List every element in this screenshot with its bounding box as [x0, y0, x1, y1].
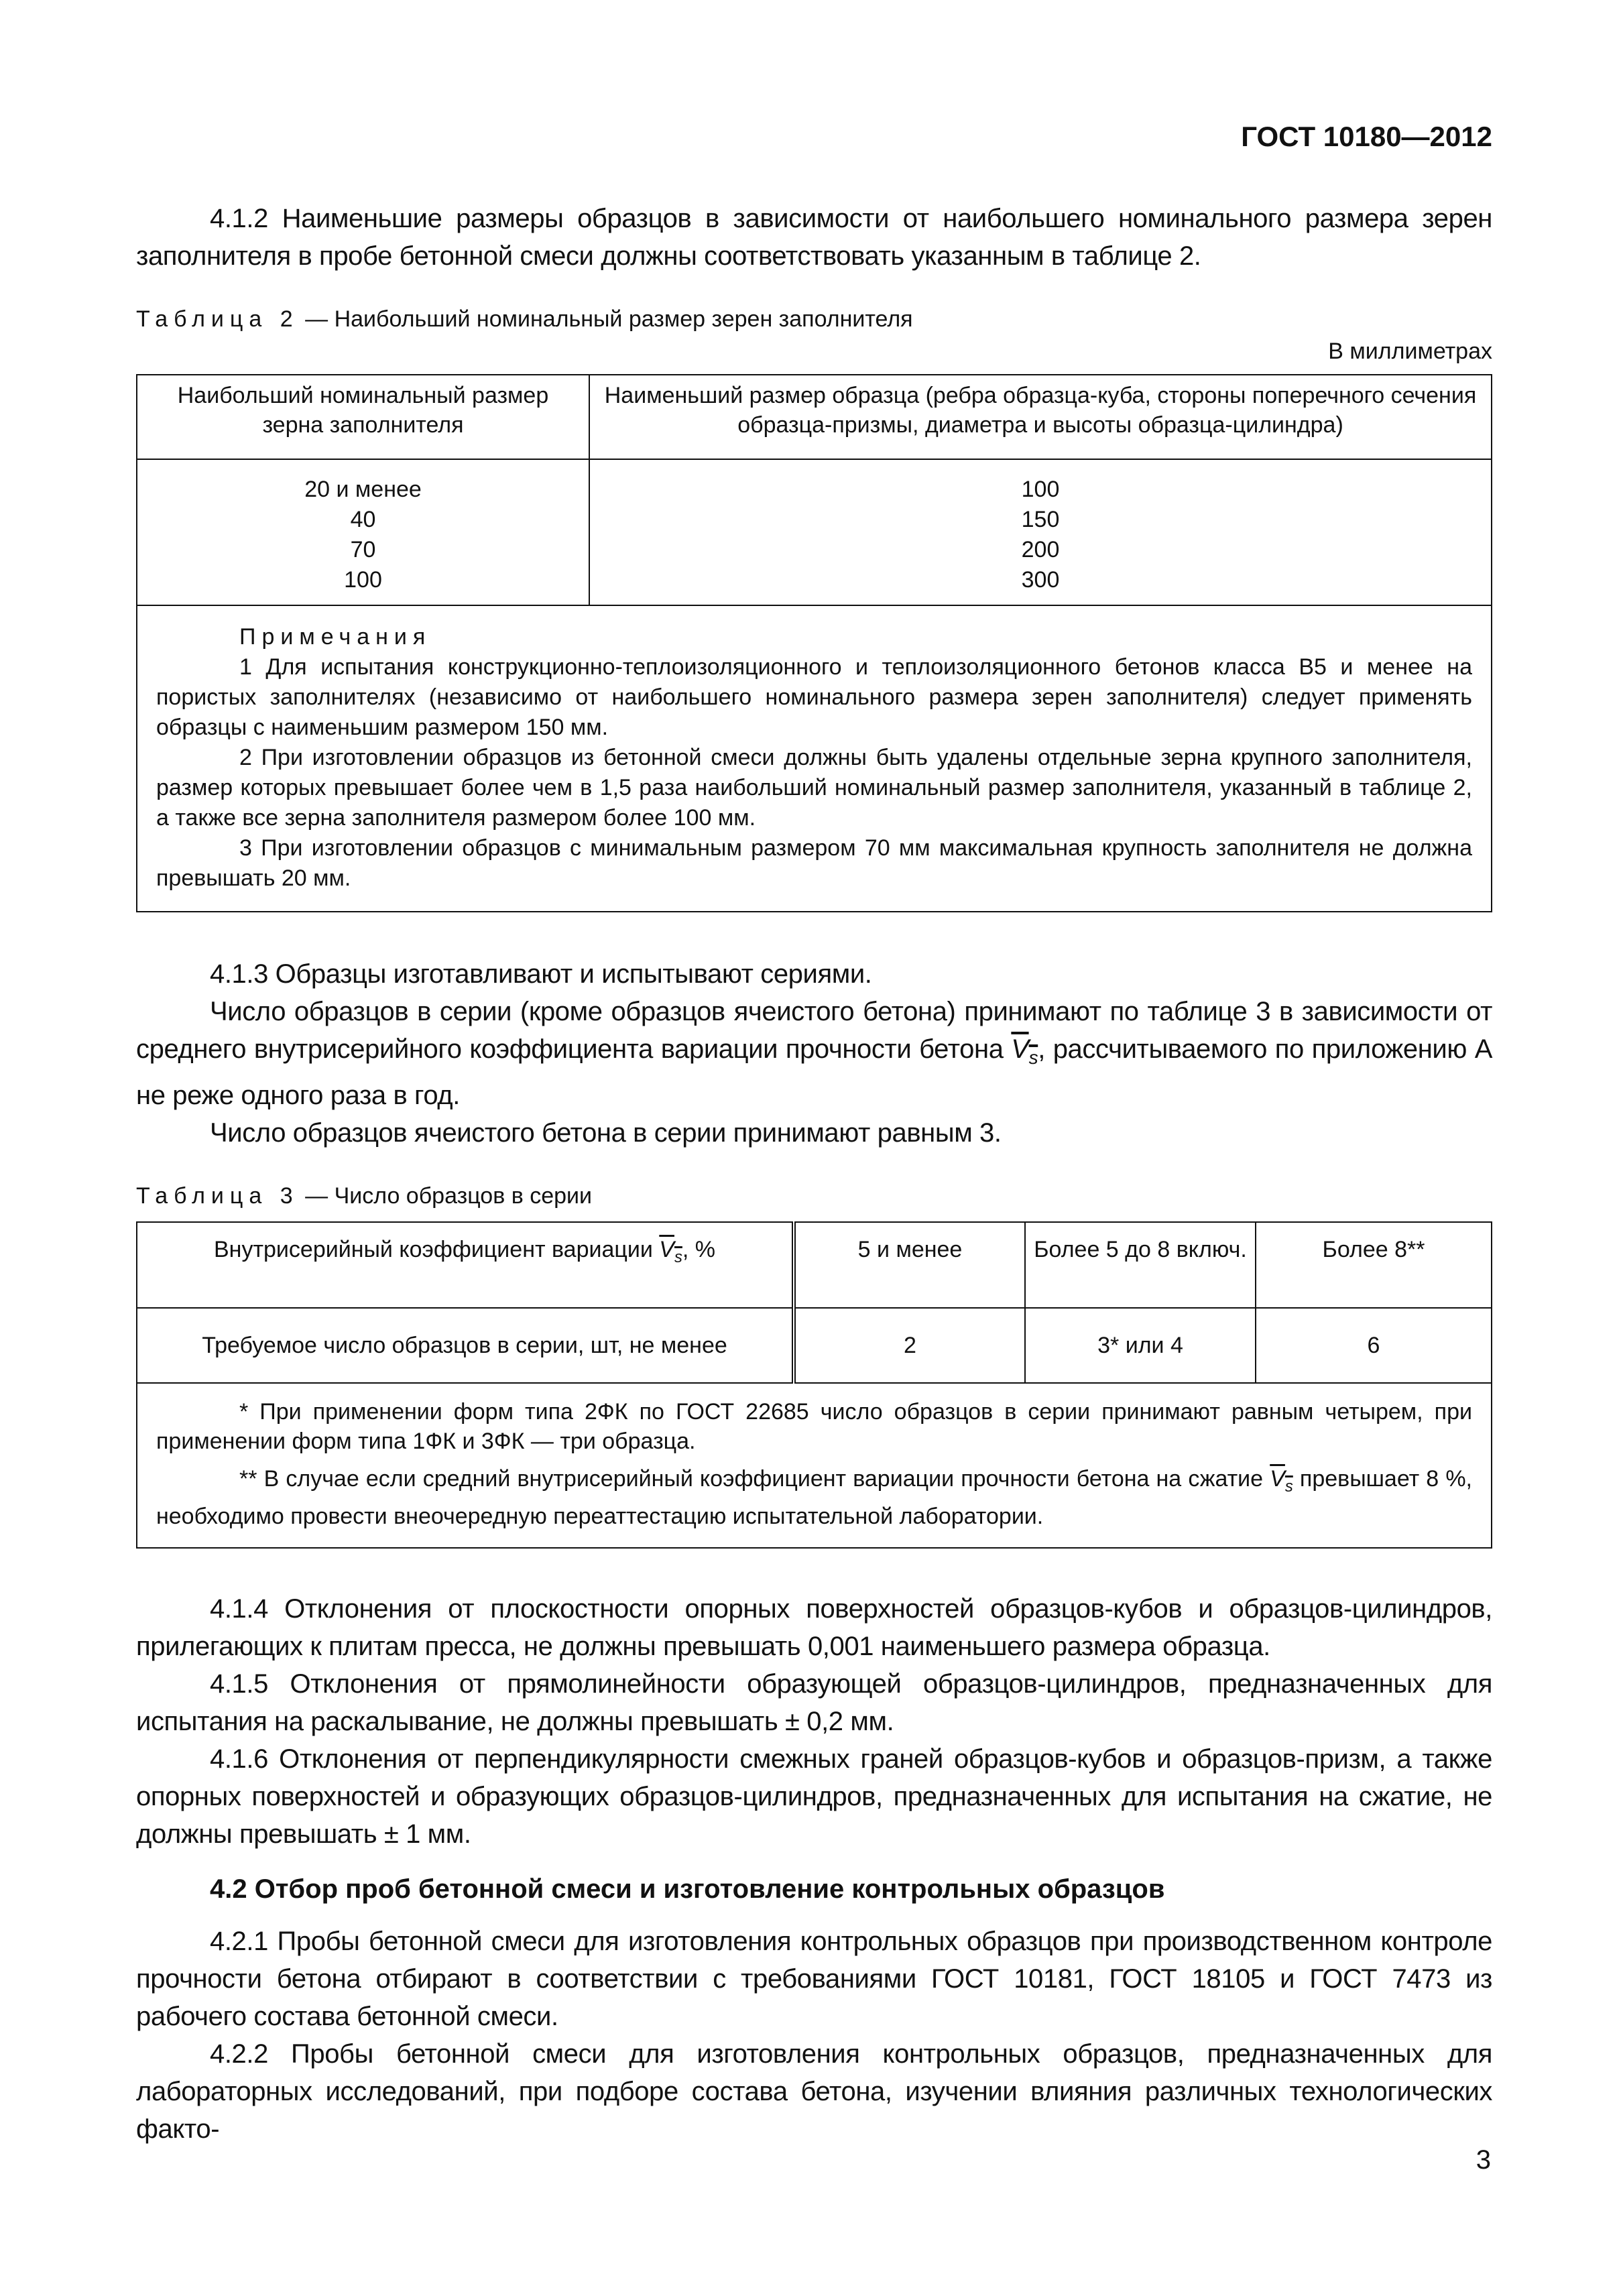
- table-cell: 200: [1021, 537, 1060, 562]
- note-3: 3 При изготовлении образцов с минимальным размером 70 мм максимальная крупность заполнителя не должна превышать 20 мм.: [156, 835, 1472, 891]
- table3-row-count: [137, 1308, 1492, 1383]
- table2-col2-header: Наименьший размер образца (ребра образца-куба, стороны поперечного сечения образца-призмы, диаметра и высоты образца-цилиндра): [589, 375, 1492, 459]
- table3-row1-label: [137, 1222, 794, 1308]
- paragraph-4-2-1: 4.2.1 Пробы бетонной смеси для изготовления контрольных образцов при производственном контроле прочности бетона отбирают в соответствии с требованиями ГОСТ 10181, ГОСТ 18105 и ГОСТ 7473 из рабочего состава бетонной смеси.: [136, 1926, 1492, 2031]
- page-number: 3: [1476, 2145, 1491, 2175]
- table-cell: 6: [1256, 1308, 1492, 1383]
- table2-col1-header: Наибольший номинальный размер зерна заполнителя: [137, 375, 589, 459]
- table-3: [136, 1221, 1492, 1549]
- table-cell: 70: [350, 537, 376, 562]
- vs-symbol: [1011, 1034, 1038, 1068]
- table3-footnotes: [137, 1383, 1492, 1548]
- table-cell: 5 и менее: [794, 1222, 1025, 1308]
- paragraph-4-2-2: 4.2.2 Пробы бетонной смеси для изготовления контрольных образцов, предназначенных для лабораторных исследований, при подборе состава бетона, изучении влияния различных технологических факто-: [136, 2039, 1492, 2144]
- table3-label: Таблица 3: [136, 1183, 299, 1209]
- table-cell: 2: [794, 1308, 1025, 1383]
- document-header: ГОСТ 10180—2012: [1241, 121, 1492, 152]
- table3-row-variation: [137, 1222, 1492, 1308]
- vs-symbol: [1270, 1466, 1293, 1496]
- note-1: 1 Для испытания конструкционно-теплоизоляционного и теплоизоляционного бетонов класса В5 и менее на пористых заполнителях (независимо от наибольшего номинального размера зерен заполнителя) следует применять образцы с наименьшим размером 150 мм.: [156, 654, 1472, 740]
- table3-title: — Число образцов в серии: [298, 1183, 593, 1209]
- page-content: [136, 200, 1492, 2148]
- table-cell: 3* или 4: [1025, 1308, 1256, 1383]
- table2-units: В миллиметрах: [1328, 339, 1492, 364]
- table2-label: Таблица 2: [136, 306, 299, 332]
- table-cell: 100: [344, 567, 382, 593]
- paragraph-4-1-3-c: Число образцов ячеистого бетона в серии принимают равным 3.: [210, 1118, 1002, 1148]
- table2-body-row: [137, 459, 1492, 605]
- vs-letter: V: [1270, 1466, 1285, 1492]
- table2-notes: [137, 605, 1492, 912]
- footnote-2: [156, 1464, 1472, 1531]
- table2-grain-column: [137, 459, 589, 605]
- paragraph-text: , рассчитываемого по приложению А не реже одного раза в год.: [136, 1034, 1492, 1110]
- row-label-text: , %: [682, 1237, 716, 1262]
- table3-caption: [136, 1183, 1492, 1209]
- notes-title: Примечания: [239, 624, 432, 650]
- vs-letter: V: [1011, 1034, 1029, 1064]
- paragraph-4-1-3-b: [136, 993, 1492, 1114]
- table-cell: 150: [1021, 507, 1060, 532]
- paragraph-4-1-6: 4.1.6 Отклонения от перпендикулярности смежных граней образцов-кубов и образцов-призм, а также опорных поверхностей и образующих образцов-цилиндров, предназначенных для испытания на сжатие, не должны превышать ± 1 мм.: [136, 1744, 1492, 1849]
- vs-subscript: s: [1284, 1477, 1293, 1496]
- table-cell: Более 5 до 8 включ.: [1025, 1222, 1256, 1308]
- paragraph-text: Число образцов в серии (кроме образцов ячеистого бетона) принимают по таблице 3 в зависимости от среднего внутрисерийного коэффициента вариации прочности бетона: [136, 997, 1492, 1064]
- vs-subscript: s: [1028, 1047, 1038, 1068]
- table2-caption: [136, 306, 1492, 333]
- table2-notes-row: [137, 605, 1492, 912]
- footnote-text: превышает 8 %, необходимо провести внеочередную переаттестацию испытательной лаборатории.: [156, 1466, 1472, 1529]
- table3-row2-label: Требуемое число образцов в серии, шт, не менее: [137, 1308, 794, 1383]
- vs-subscript: s: [674, 1248, 682, 1266]
- table-cell: Более 8**: [1256, 1222, 1492, 1308]
- table2-title: — Наибольший номинальный размер зерен заполнителя: [298, 306, 913, 332]
- section-heading-4-2: 4.2 Отбор проб бетонной смеси и изготовление контрольных образцов: [210, 1874, 1165, 1904]
- paragraph-4-1-5: 4.1.5 Отклонения от прямолинейности образующей образцов-цилиндров, предназначенных для испытания на раскалывание, не должны превышать ± 0,2 мм.: [136, 1669, 1492, 1736]
- footnote-text: ** В случае если средний внутрисерийный коэффициент вариации прочности бетона на сжатие: [239, 1466, 1270, 1492]
- paragraph-4-1-3: 4.1.3 Образцы изготавливают и испытывают сериями.: [210, 959, 872, 989]
- table2-size-column: [589, 459, 1492, 605]
- table3-footnotes-row: [137, 1383, 1492, 1548]
- paragraph-4-1-4: 4.1.4 Отклонения от плоскостности опорных поверхностей образцов-кубов и образцов-цилиндров, прилегающих к плитам пресса, не должны превышать 0,001 наименьшего размера образца.: [136, 1593, 1492, 1661]
- footnote-1: * При применении форм типа 2ФК по ГОСТ 22685 число образцов в серии принимают равным четырем, при применении форм типа 1ФК и 3ФК — три образца.: [156, 1399, 1472, 1454]
- table-cell: 40: [350, 507, 376, 532]
- row-label-text: Внутрисерийный коэффициент вариации: [213, 1237, 660, 1262]
- table-2: [136, 374, 1492, 912]
- vs-symbol: [659, 1237, 682, 1266]
- table2-header-row: [137, 375, 1492, 459]
- table-cell: 100: [1021, 477, 1060, 502]
- table-cell: 300: [1021, 567, 1060, 593]
- vs-letter: V: [659, 1237, 674, 1262]
- note-2: 2 При изготовлении образцов из бетонной смеси должны быть удалены отдельные зерна крупного заполнителя, размер которых превышает более чем в 1,5 раза наибольший номинальный размер заполнителя, указанный в таблице 2, а также все зерна заполнителя размером более 100 мм.: [156, 745, 1472, 831]
- paragraph-4-1-2: 4.1.2 Наименьшие размеры образцов в зависимости от наибольшего номинального размера зерен заполнителя в пробе бетонной смеси должны соответствовать указанным в таблице 2.: [136, 204, 1492, 271]
- table-cell: 20 и менее: [304, 477, 422, 502]
